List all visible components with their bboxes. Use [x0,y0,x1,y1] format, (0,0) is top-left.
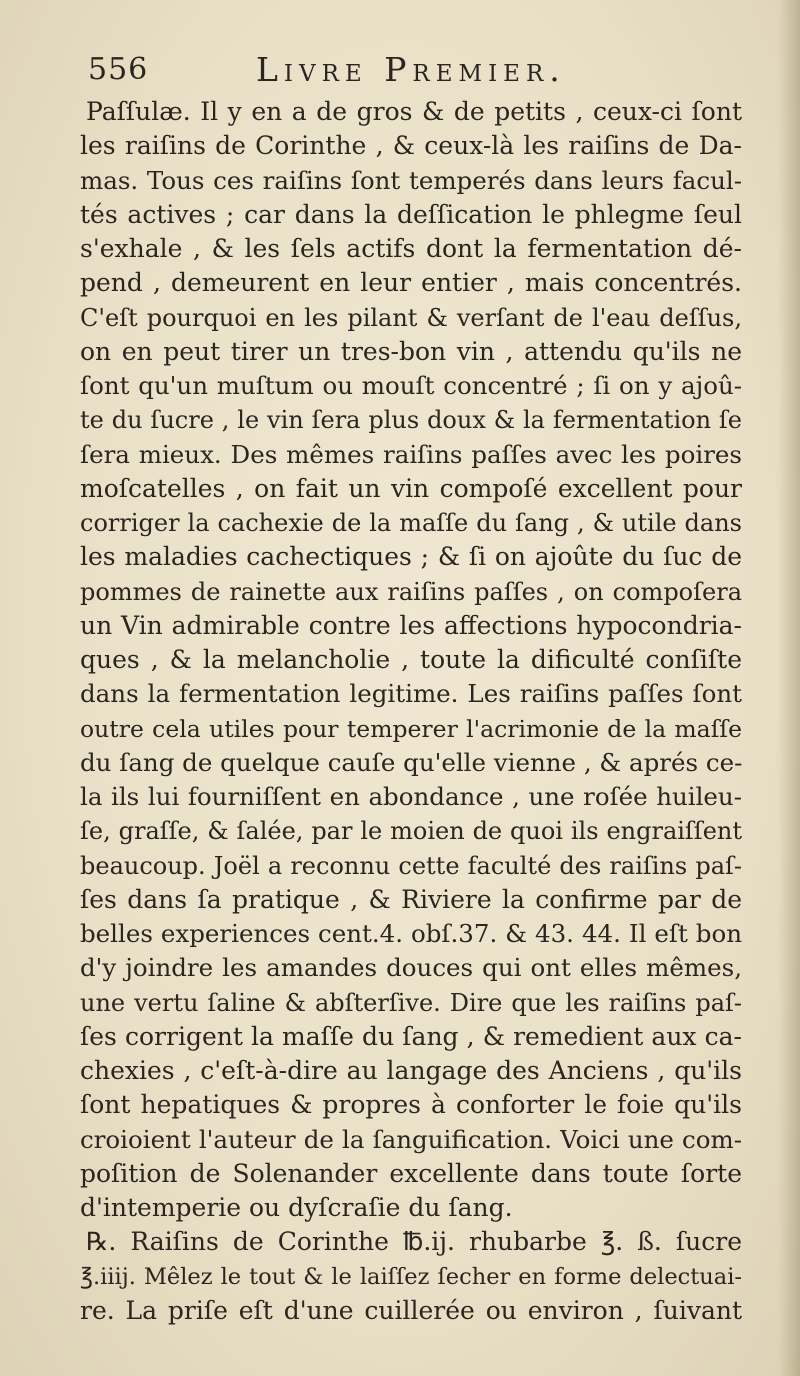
text-line: la ils lui fourniſſent en abondance , une roſée huileu- [80,782,742,811]
text-line: ſes dans ſa pratique , & Riviere la confirme par de [80,884,742,914]
text-line: belles experiences cent.4. obſ.37. & 43. 44. Il eſt bon [80,919,742,948]
text-line: pommes de rainette aux raiſins paſſes , on compoſera [80,577,742,606]
text-line: moſcatelles , on fait un vin compoſé excellent pour [80,473,742,503]
text-line: outre cela utiles pour temperer l'acrimonie de la maſſe [80,714,742,743]
text-line: les maladies cachectiques ; & ſi on ajoûte du ſuc de [80,542,742,572]
text-line: un Vin admirable contre les affections hypocondria- [80,610,742,640]
page-edge-shadow [778,0,800,1376]
text-line: croioient l'auteur de la ſanguification. Voici une com- [80,1124,742,1154]
text-line: on en peut tirer un tres-bon vin , attendu qu'ils ne [80,336,742,366]
body-text [80,95,742,1328]
text-line: Paſſulæ. Il y en a de gros & de petits , ceux-ci ſont [86,97,742,126]
text-line: corriger la cachexie de la maſſe du ſang , & utile dans [80,509,742,537]
text-line: tés actives ; car dans la deſſication le phlegme ſeul [80,199,742,229]
text-line: te du ſucre , le vin ſera plus doux & la fermentation ſe [80,406,742,435]
text-line: ſont qu'un muſtum ou mouſt concentré ; ſi on y ajoû- [80,371,742,400]
text-line: re. La priſe eſt d'une cuillerée ou environ , ſuivant [80,1295,742,1325]
text-line: beaucoup. Joël a reconnu cette faculté des raiſins paſ- [80,851,742,880]
recipe-line: ℥.iiij. Mêlez le tout & le laiſſez ſecher en forme delectuai- [80,1263,742,1290]
text-line: d'intemperie ou dyſcraſie du ſang. [80,1193,513,1222]
text-line: ques , & la melancholie , toute la dificulté conſiſte [80,645,742,674]
page-number: 556 [88,52,149,87]
text-line: ſera mieux. Des mêmes raiſins paſſes avec les poires [80,439,742,469]
running-head [88,46,648,90]
text-line: dans la fermentation legitime. Les raiſins paſſes ſont [80,679,742,709]
running-title: Livre Premier. [256,50,566,89]
text-line: une vertu ſaline & abſterſive. Dire que les raiſins paſ- [80,988,742,1017]
text-line: chexies , c'eſt-à-dire au langage des Anciens , qu'ils [80,1056,742,1085]
text-line: ſe, graſſe, & ſalée, par le moien de quoi ils engraiſſent [80,817,742,846]
text-line: mas. Tous ces raiſins ſont temperés dans leurs facul- [80,165,742,195]
text-line: pend , demeurent en leur entier , mais concentrés. [80,268,742,298]
text-line: d'y joindre les amandes douces qui ont elles mêmes, [80,953,742,983]
text-line: ſes corrigent la maſſe du ſang , & remedient aux ca- [80,1021,742,1051]
text-line: ſont hepatiques & propres à conforter le foie qu'ils [80,1090,742,1120]
text-line: s'exhale , & les ſels actifs dont la fermentation dé- [80,234,742,263]
text-line: les raiſins de Corinthe , & ceux-là les raiſins de Da- [80,131,742,161]
text-line: C'eſt pourquoi en les pilant & verſant de l'eau deſſus, [80,303,742,332]
text-line: du ſang de quelque cauſe qu'elle vienne , & aprés ce- [80,747,742,777]
text-line: poſition de Solenander excellente dans toute ſorte [80,1158,742,1188]
recipe-line: ℞. Raiſins de Corinthe ℔.ij. rhubarbe ℥. ß. ſucre [86,1227,742,1257]
